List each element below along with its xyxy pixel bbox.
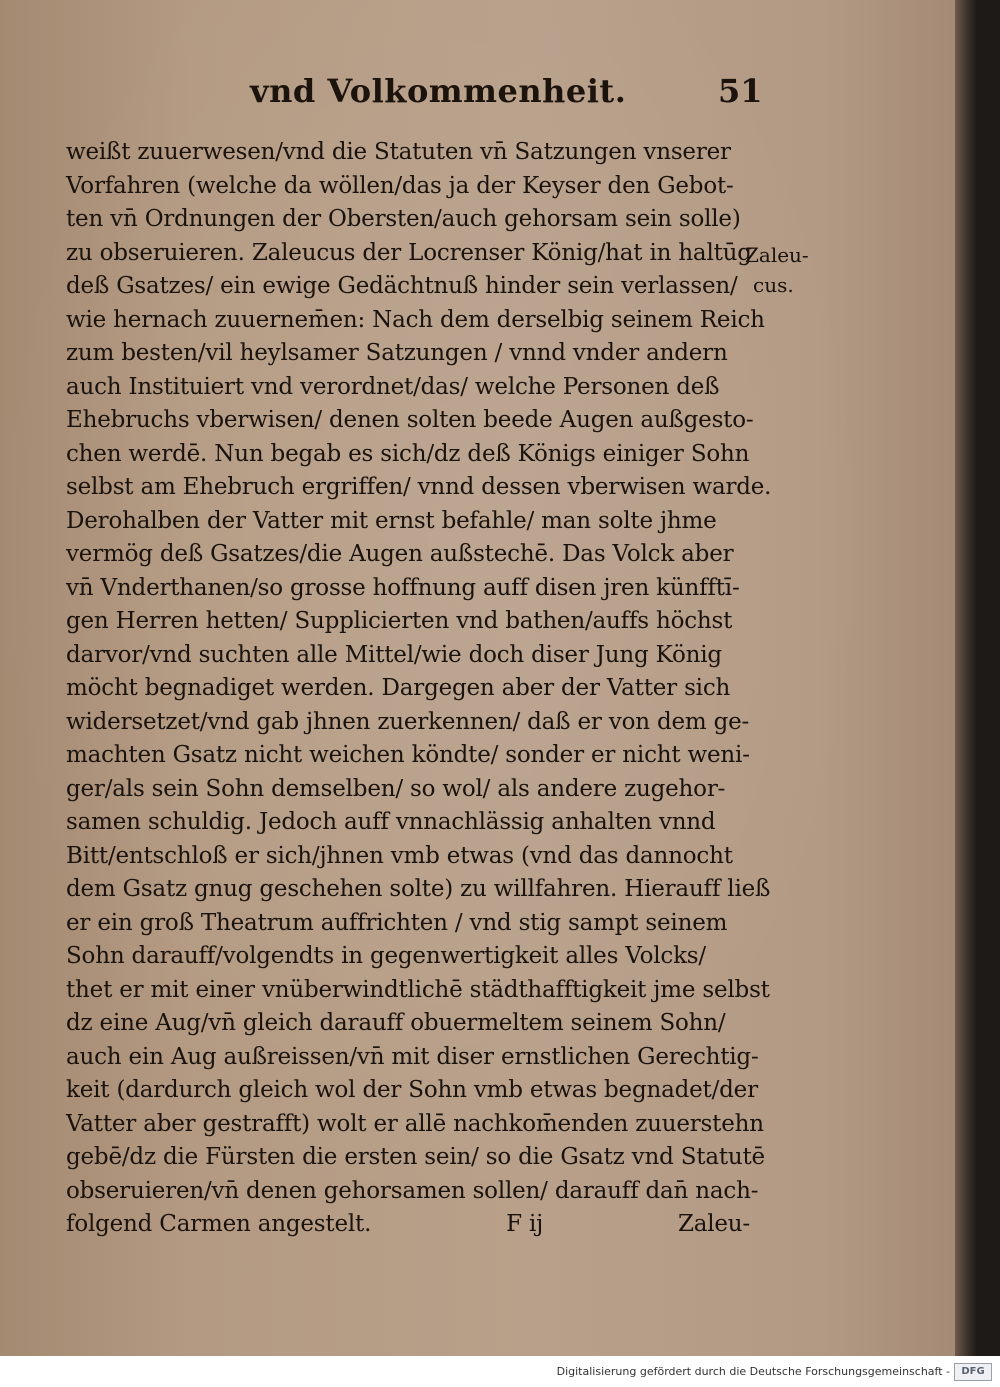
dfg-logo: DFG [954,1363,992,1381]
text-line: thet er mit einer vnüberwindtlichē städthafftigkeit jme selbst [66,976,770,1003]
text-line: machten Gsatz nicht weichen köndte/ sonder er nicht weni- [66,742,750,768]
catchword: Zaleu- [677,1211,750,1237]
running-head: vnd Volkommenheit. [250,72,627,110]
text-line: darvor/vnd suchten alle Mittel/wie doch diser Jung König [66,641,722,668]
text-line: ten vn̄ Ordnungen der Obersten/auch gehorsam sein solle) [66,206,741,232]
funding-credit: Digitalisierung gefördert durch die Deutsche Forschungsgemeinschaft - [556,1365,950,1378]
text-line: gebē/dz die Fürsten die ersten sein/ so die Gsatz vnd Statutē [66,1144,765,1170]
page-header [250,72,770,122]
last-line [66,1208,766,1242]
text-line: Derohalben der Vatter mit ernst befahle/ man solte jhme [66,507,717,534]
text-line: auch Instituiert vnd verordnet/das/ welche Personen deß [66,373,720,400]
text-line: Vorfahren (welche da wöllen/das ja der Keyser den Gebot- [66,172,734,199]
text-line: samen schuldig. Jedoch auff vnnachlässig anhalten vnnd [66,809,716,835]
text-line: selbst am Ehebruch ergriffen/ vnnd dessen vberwisen warde. [66,474,772,500]
text-line: widersetzet/vnd gab jhnen zuerkennen/ daß er von dem ge- [66,708,750,735]
text-line: zum besten/vil heylsamer Satzungen / vnnd vnder andern [66,340,728,366]
marginal-note-line: Zaleu- [745,243,809,267]
last-line-text: folgend Carmen angestelt. [66,1211,372,1237]
text-line: er ein groß Theatrum auffrichten / vnd stig sampt seinem [66,909,728,936]
text-line: vn̄ Vnderthanen/so grosse hoffnung auff disen jren künfftī- [66,574,740,601]
page-number: 51 [718,72,763,110]
text-line: obseruieren/vn̄ denen gehorsamen sollen/ darauff dan̄ nach- [66,1177,759,1204]
text-line: weißt zuuerwesen/vnd die Statuten vn̄ Satzungen vnserer [66,139,731,165]
text-line: Vatter aber gestrafft) wolt er allē nachkom̄enden zuuerstehn [66,1110,764,1137]
page-edge-shadow [955,0,977,1356]
text-line: auch ein Aug außreissen/vn̄ mit diser ernstlichen Gerechtig- [66,1043,759,1070]
text-line: wie hernach zuuernem̄en: Nach dem derselbig seinem Reich [66,306,765,333]
marginal-note-line: cus. [753,273,794,297]
marginal-note [745,240,825,300]
text-line: gen Herren hetten/ Supplicierten vnd bathen/auffs höchst [66,608,733,634]
text-line: keit (dardurch gleich wol der Sohn vmb etwas begnadet/der [66,1077,758,1103]
text-line: Ehebruchs vberwisen/ denen solten beede Augen außgesto- [66,407,754,433]
signature-mark: F ij [506,1211,544,1237]
text-line: dem Gsatz gnug geschehen solte) zu willfahren. Hierauff ließ [66,876,771,902]
body-text [66,136,772,1242]
text-line: möcht begnadiget werden. Dargegen aber der Vatter sich [66,675,731,701]
text-line: Bitt/entschloß er sich/jhnen vmb etwas (vnd das dannocht [66,842,733,869]
text-line: dz eine Aug/vn̄ gleich darauff obuermeltem seinem Sohn/ [66,1010,726,1036]
text-line: ger/als sein Sohn demselben/ so wol/ als andere zugehor- [66,775,726,802]
footer-bar [0,1356,1000,1387]
text-line: zu obseruieren. Zaleucus der Locrenser König/hat in haltūg [66,239,752,266]
text-line: Sohn darauff/volgendts in gegenwertigkeit alles Volcks/ [66,943,706,969]
text-line: chen werdē. Nun begab es sich/dz deß Königs einiger Sohn [66,440,750,467]
text-line: deß Gsatzes/ ein ewige Gedächtnuß hinder sein verlassen/ [66,273,738,299]
text-line: vermög deß Gsatzes/die Augen außstechē. Das Volck aber [66,541,734,567]
